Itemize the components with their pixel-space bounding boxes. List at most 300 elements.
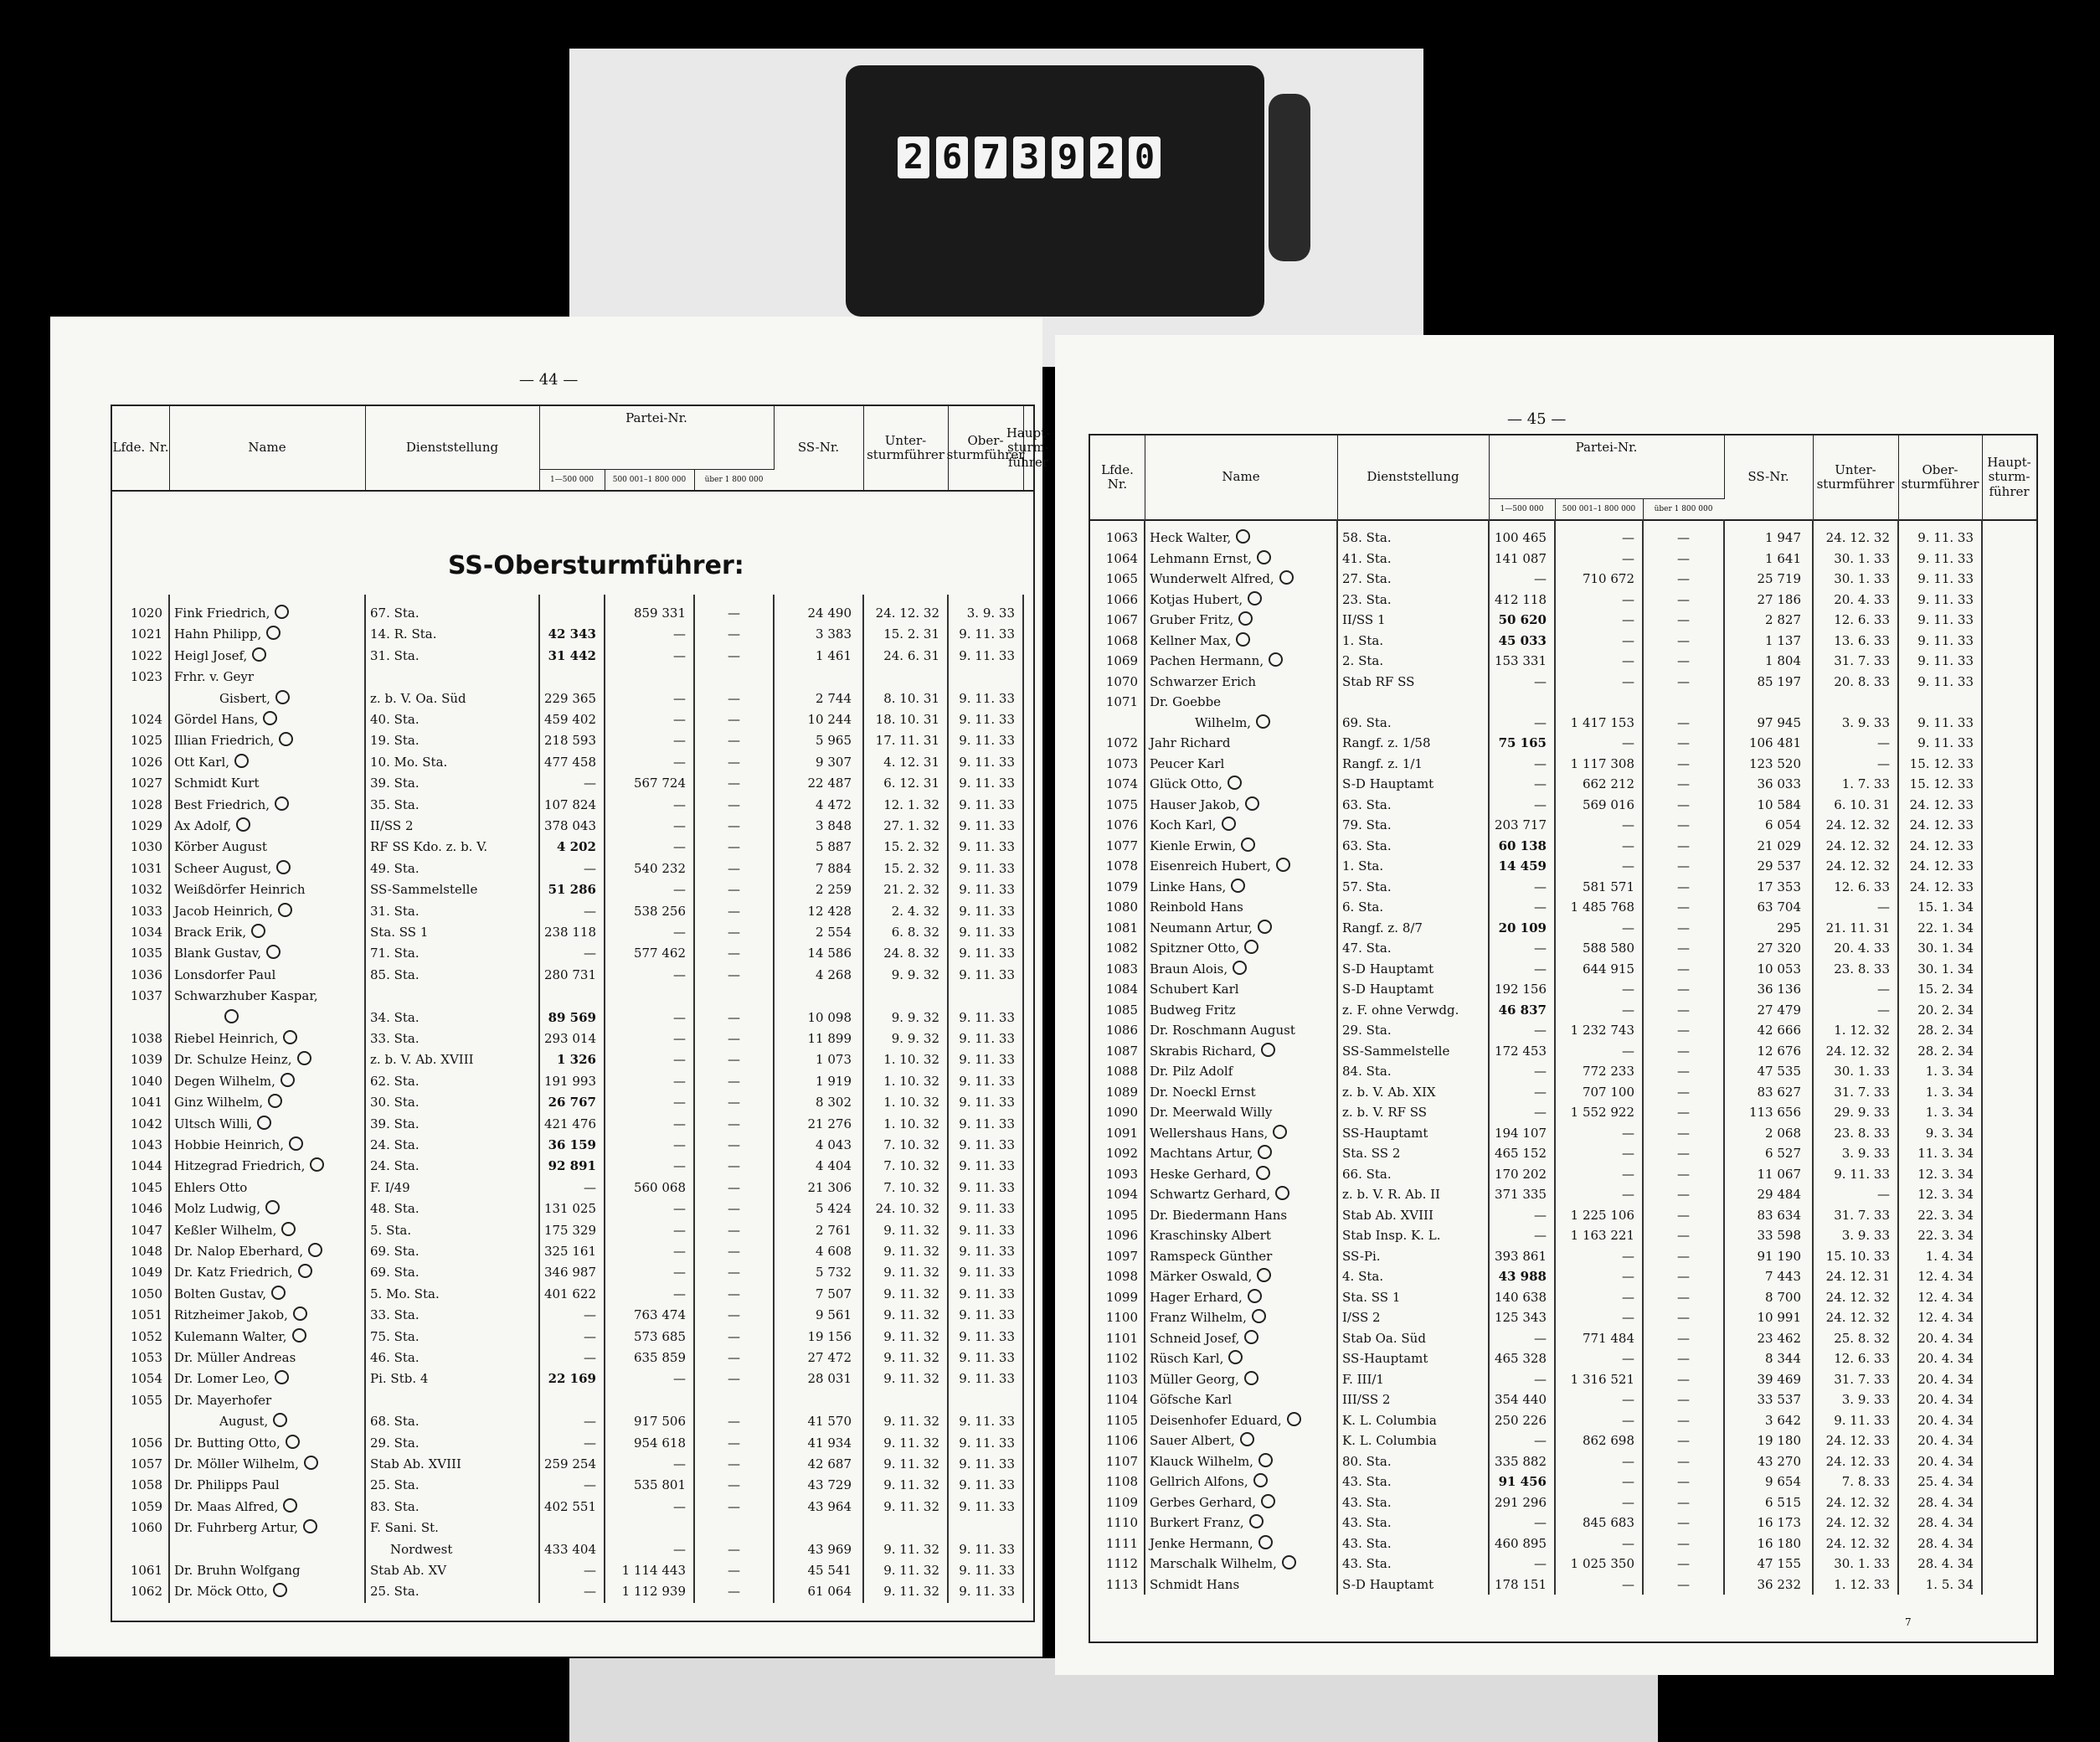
cell-p1: 153 331: [1494, 653, 1547, 668]
cell-nr: 1027: [130, 776, 162, 791]
cell-u: 30. 1. 33: [1834, 571, 1890, 586]
cell-name: [174, 646, 266, 666]
cell-ss: 24 490: [807, 606, 852, 621]
cell-p1: 4 202: [557, 839, 596, 855]
name-text: Neumann Artur,: [1150, 920, 1253, 935]
cell-dienst: 10. Mo. Sta.: [370, 754, 448, 770]
cell-p3: —: [1677, 899, 1690, 915]
cell-dienst: 2. Sta.: [1342, 653, 1384, 668]
cell-p1: 42 343: [548, 626, 596, 642]
cell-dienst: 43. Sta.: [1342, 1556, 1392, 1571]
cell-p2: —: [1622, 1166, 1634, 1182]
cell-o: 9. 11. 33: [1917, 653, 1974, 668]
table-row: [1090, 815, 2036, 836]
circle-mark: [1233, 961, 1247, 975]
cell-name: [174, 986, 318, 1006]
cell-u: 3. 9. 33: [1841, 1228, 1890, 1243]
table-row: [1090, 1492, 2036, 1513]
cell-p3: —: [728, 1031, 740, 1046]
cell-o: 24. 12. 33: [1909, 879, 1974, 894]
cell-p1: —: [584, 1307, 596, 1323]
cell-nr: 1046: [130, 1201, 162, 1217]
table-row: [1090, 1020, 2036, 1041]
cell-p3: —: [728, 712, 740, 727]
cell-ss: 42 687: [807, 1456, 852, 1471]
circle-mark: [298, 1264, 312, 1278]
cell-p2: —: [1622, 530, 1634, 545]
cell-o: 20. 4. 34: [1917, 1453, 1974, 1469]
cell-p1: 280 731: [543, 966, 596, 982]
cell-dienst: 66. Sta.: [1342, 1166, 1392, 1182]
name-text: Gerbes Gerhard,: [1150, 1494, 1257, 1510]
name-text: Braun Alois,: [1150, 961, 1228, 977]
cell-ss: 43 964: [807, 1498, 852, 1514]
cell-u: 30. 1. 33: [1834, 1556, 1890, 1571]
cell-p1: —: [1534, 1207, 1547, 1223]
table-row: [112, 752, 1033, 773]
cell-nr: 1024: [130, 712, 162, 727]
name-text: Dr. Müller Andreas: [174, 1350, 296, 1365]
partei-subheader: [1489, 498, 1724, 519]
header-haupt: Haupt- sturm- führer: [1987, 455, 2031, 499]
circle-mark: [292, 1328, 306, 1343]
cell-nr: 1086: [1105, 1023, 1138, 1038]
cell-name: [1150, 979, 1239, 999]
circle-mark: [1257, 550, 1271, 564]
name-text: Peucer Karl: [1150, 755, 1225, 771]
cell-nr: 1042: [130, 1116, 162, 1131]
cell-u: 9. 11. 32: [883, 1541, 939, 1557]
cell-u: 1. 12. 32: [1834, 1023, 1890, 1038]
cell-p1: 89 569: [548, 1009, 596, 1025]
table-row: [1090, 1164, 2036, 1185]
cell-name: [1150, 1020, 1295, 1040]
name-text: Dr. Möck Otto,: [174, 1584, 268, 1600]
cell-dienst: 24. Sta.: [370, 1158, 419, 1174]
cell-name: [174, 709, 277, 729]
cell-p2: 1 485 768: [1570, 899, 1634, 915]
cell-p2: —: [673, 882, 686, 898]
cell-p1: 140 638: [1494, 1289, 1547, 1305]
cell-name: [1150, 1430, 1254, 1451]
table-row: [112, 1028, 1033, 1049]
table-row: [112, 1368, 1033, 1389]
cell-p3: —: [1677, 941, 1690, 956]
cell-dienst: K. L. Columbia: [1342, 1433, 1437, 1448]
cell-name: [174, 1114, 271, 1134]
footnote: 7: [1905, 1616, 1912, 1628]
cell-p3: —: [728, 839, 740, 855]
cell-o: 22. 3. 34: [1917, 1207, 1974, 1223]
name-text: Glück Otto,: [1150, 776, 1222, 791]
cell-name: [174, 1178, 247, 1198]
right-page: [1055, 335, 2054, 1675]
cell-u: —: [1877, 735, 1890, 750]
cell-p3: —: [728, 1563, 740, 1578]
cell-dienst: 14. R. Sta.: [370, 626, 437, 642]
cell-ss: 10 053: [1757, 961, 1801, 977]
table-row: [112, 1262, 1033, 1283]
cell-p2: 710 672: [1582, 571, 1634, 586]
cell-nr: 1098: [1105, 1269, 1138, 1284]
cell-p1: —: [584, 1328, 596, 1344]
cell-nr: 1096: [1105, 1228, 1138, 1243]
cell-u: 9. 11. 32: [883, 1477, 939, 1493]
cell-nr: 1083: [1105, 961, 1138, 977]
cell-p1: 477 458: [543, 754, 596, 770]
cell-p2: 635 859: [633, 1350, 686, 1365]
cell-p1: —: [584, 903, 596, 919]
name-text: Schubert Karl: [1150, 982, 1239, 997]
partei-range: über 1 800 000: [1654, 505, 1713, 513]
cell-p1: —: [1534, 714, 1547, 730]
name-text: Ehlers Otto: [174, 1179, 248, 1195]
cell-u: 31. 7. 33: [1834, 1084, 1890, 1100]
cell-p2: 581 571: [1582, 879, 1634, 894]
cell-p1: 194 107: [1494, 1125, 1547, 1141]
cell-name: [1150, 754, 1224, 774]
cell-o: 28. 4. 34: [1917, 1556, 1974, 1571]
cell-p1: 203 717: [1494, 817, 1547, 832]
circle-mark: [1275, 1186, 1289, 1200]
cell-p3: —: [728, 903, 740, 919]
cell-nr: 1040: [130, 1073, 162, 1089]
circle-mark: [1248, 1289, 1262, 1303]
cell-name: [174, 1581, 287, 1601]
cell-nr: 1089: [1105, 1084, 1138, 1100]
cell-o: 9. 11. 33: [959, 712, 1015, 727]
cell-p3: —: [1677, 1310, 1690, 1325]
name-text: Schwarzhuber Kaspar,: [174, 988, 318, 1004]
circle-mark: [1244, 1371, 1258, 1385]
cell-p3: —: [728, 882, 740, 898]
cell-p1: 125 343: [1494, 1310, 1547, 1325]
cell-ss: 4 268: [816, 966, 852, 982]
roster-table: [1089, 434, 2038, 1643]
cell-p2: 644 915: [1582, 961, 1634, 977]
cell-ss: 25 719: [1757, 571, 1801, 586]
cell-ss: 295: [1777, 920, 1801, 935]
name-text: Dr. Fuhrberg Artur,: [174, 1520, 298, 1536]
cell-p2: —: [1622, 1392, 1634, 1407]
cell-nr: 1077: [1105, 838, 1138, 853]
cell-name: [1150, 528, 1250, 548]
cell-u: 1. 10. 32: [883, 1116, 939, 1131]
cell-dienst: 34. Sta.: [370, 1009, 419, 1025]
cell-ss: 4 404: [816, 1158, 852, 1174]
cell-p2: 588 580: [1582, 941, 1634, 956]
cell-u: 24. 12. 32: [1825, 838, 1890, 853]
cell-name: [174, 879, 306, 899]
cell-u: 7. 10. 32: [883, 1158, 939, 1174]
cell-name: [174, 773, 260, 793]
cell-ss: 19 180: [1757, 1433, 1801, 1448]
counter-digit: 9: [1052, 137, 1083, 178]
cell-p3: —: [728, 1286, 740, 1301]
cell-name: [1150, 1123, 1287, 1143]
circle-mark: [283, 1030, 297, 1044]
cell-dienst: 69. Sta.: [1342, 714, 1392, 730]
table-row: [1090, 713, 2036, 734]
partei-range: über 1 800 000: [704, 476, 764, 484]
cell-u: 6. 12. 31: [883, 776, 939, 791]
table-row: [1090, 856, 2036, 877]
name-text: Heske Gerhard,: [1150, 1166, 1251, 1182]
cell-p1: —: [584, 1414, 596, 1430]
cell-p2: 771 484: [1582, 1330, 1634, 1346]
cell-dienst: 84. Sta.: [1342, 1064, 1392, 1079]
circle-mark: [276, 860, 291, 874]
name-text: Schneid Josef,: [1150, 1330, 1240, 1346]
cell-dienst: 39. Sta.: [370, 1116, 419, 1131]
name-text: Jacob Heinrich,: [174, 903, 273, 919]
cell-ss: 29 537: [1757, 858, 1801, 874]
cell-o: 9. 11. 33: [959, 818, 1015, 833]
cell-ss: 5 424: [816, 1201, 852, 1217]
cell-nr: 1064: [1105, 550, 1138, 566]
circle-mark: [283, 1498, 297, 1513]
table-row: [112, 986, 1033, 1007]
name-text: Dr. Mayerhofer: [174, 1392, 272, 1408]
cell-name: [1150, 590, 1262, 610]
name-text: Marschalk Wilhelm,: [1150, 1556, 1277, 1571]
cell-dienst: z. F. ohne Verwdg.: [1342, 1002, 1459, 1018]
table-row: [112, 1390, 1033, 1411]
cell-ss: 113 656: [1748, 1105, 1801, 1120]
cell-o: 9. 11. 33: [959, 1179, 1015, 1195]
cell-p1: —: [1534, 1371, 1547, 1387]
cell-o: 9. 11. 33: [959, 860, 1015, 876]
cell-name: [1150, 569, 1294, 589]
name-text: Budweg Fritz: [1150, 1002, 1236, 1018]
cell-p3: —: [1677, 673, 1690, 689]
cell-p3: —: [728, 796, 740, 812]
cell-name: [174, 1348, 296, 1368]
cell-p1: 401 622: [543, 1286, 596, 1301]
cell-nr: 1104: [1105, 1392, 1138, 1407]
cell-p1: 412 118: [1494, 591, 1547, 607]
cell-name: [174, 667, 254, 687]
cell-name: [1150, 610, 1253, 630]
cell-ss: 1 919: [816, 1073, 852, 1089]
cell-p2: —: [673, 1052, 686, 1068]
name-text: Blank Gustav,: [174, 946, 262, 961]
partei-range: 500 001–1 800 000: [605, 470, 695, 490]
cell-u: 6. 8. 32: [891, 925, 939, 940]
cell-ss: 1 804: [1765, 653, 1801, 668]
cell-u: 24. 12. 32: [1825, 1515, 1890, 1530]
cell-name: [1150, 897, 1243, 917]
cell-ss: 12 676: [1757, 1043, 1801, 1059]
cell-name: [219, 1411, 287, 1431]
cell-ss: 43 270: [1757, 1453, 1801, 1469]
cell-p3: —: [1677, 1084, 1690, 1100]
name-text: Kienle Erwin,: [1150, 838, 1237, 853]
name-text: Dr. Möller Wilhelm,: [174, 1456, 299, 1471]
cell-p2: —: [673, 818, 686, 833]
cell-p2: —: [1622, 1535, 1634, 1551]
table-row: [112, 858, 1033, 879]
cell-p3: —: [1677, 838, 1690, 853]
cell-p2: 1 316 521: [1570, 1371, 1634, 1387]
cell-name: [1150, 1225, 1271, 1245]
cell-p3: —: [1677, 1064, 1690, 1079]
table-row: [1090, 651, 2036, 672]
table-row: [112, 773, 1033, 794]
cell-nr: 1097: [1105, 1248, 1138, 1264]
cell-u: 24. 12. 32: [1825, 1535, 1890, 1551]
cell-u: 4. 12. 31: [883, 754, 939, 770]
cell-o: 1. 3. 34: [1925, 1105, 1974, 1120]
header-lfd: Lfde. Nr.: [1090, 436, 1145, 519]
circle-mark: [1287, 1412, 1301, 1426]
table-row: [1090, 1513, 2036, 1533]
cell-nr: 1063: [1105, 530, 1138, 545]
circle-mark: [236, 817, 250, 832]
cell-p1: 218 593: [543, 733, 596, 749]
circle-mark: [289, 1136, 303, 1151]
cell-u: 31. 7. 33: [1834, 1207, 1890, 1223]
table-row: [112, 1454, 1033, 1475]
cell-u: 7. 10. 32: [883, 1137, 939, 1152]
cell-u: 6. 10. 31: [1834, 796, 1890, 812]
cell-p1: 100 465: [1494, 530, 1547, 545]
cell-p2: —: [673, 1201, 686, 1217]
cell-o: 9. 11. 33: [959, 1350, 1015, 1365]
cell-nr: 1068: [1105, 632, 1138, 648]
cell-p3: —: [1677, 1535, 1690, 1551]
cell-p1: 45 033: [1498, 632, 1547, 648]
cell-o: 28. 2. 34: [1917, 1023, 1974, 1038]
name-text: Dr. Biedermann Hans: [1150, 1207, 1288, 1223]
cell-ss: 97 945: [1757, 714, 1801, 730]
table-row: [112, 667, 1033, 688]
table-row: [112, 1178, 1033, 1198]
table-header: [1090, 436, 2036, 521]
cell-o: 9. 11. 33: [959, 1095, 1015, 1111]
circle-mark: [1258, 1453, 1273, 1467]
cell-dienst: 69. Sta.: [370, 1265, 419, 1281]
cell-ss: 83 627: [1757, 1084, 1801, 1100]
cell-p1: —: [584, 1350, 596, 1365]
cell-o: 9. 11. 33: [959, 1328, 1015, 1344]
name-text: August,: [219, 1414, 269, 1430]
name-text: Linke Hans,: [1150, 879, 1227, 894]
cell-dienst: Stab RF SS: [1342, 673, 1415, 689]
cell-ss: 8 302: [816, 1095, 852, 1111]
cell-ss: 14 586: [807, 946, 852, 961]
name-text: Gisbert,: [219, 690, 270, 706]
cell-nr: 1102: [1105, 1351, 1138, 1366]
circle-mark: [1261, 1494, 1275, 1508]
cell-p2: 662 212: [1582, 776, 1634, 791]
cell-o: 20. 4. 34: [1917, 1330, 1974, 1346]
cell-ss: 39 469: [1757, 1371, 1801, 1387]
cell-p1: 238 118: [543, 925, 596, 940]
table-row: [1090, 959, 2036, 980]
cell-p3: —: [728, 1116, 740, 1131]
cell-u: 15. 2. 32: [883, 839, 939, 855]
cell-name: [174, 1433, 300, 1453]
table-row: [1090, 1533, 2036, 1554]
cell-nr: 1058: [130, 1477, 162, 1493]
cell-u: 24. 12. 32: [1825, 817, 1890, 832]
cell-u: —: [1877, 1002, 1890, 1018]
cell-p2: —: [1622, 858, 1634, 874]
cell-p2: —: [673, 1009, 686, 1025]
cell-p1: 92 891: [548, 1158, 596, 1174]
table-row: [1090, 631, 2036, 652]
cell-u: —: [1877, 1187, 1890, 1202]
cell-o: 12. 4. 34: [1917, 1310, 1974, 1325]
cell-name: [1150, 836, 1255, 856]
cell-ss: 27 472: [807, 1350, 852, 1365]
cell-p3: —: [1677, 755, 1690, 771]
table-row: [112, 1220, 1033, 1241]
cell-o: 9. 3. 34: [1925, 1125, 1974, 1141]
cell-name: [1150, 692, 1221, 712]
table-row: [112, 624, 1033, 645]
table-row: [112, 646, 1033, 667]
cell-u: 15. 10. 33: [1825, 1248, 1890, 1264]
cell-o: 12. 4. 34: [1917, 1269, 1974, 1284]
cell-p3: —: [728, 606, 740, 621]
cell-dienst: 49. Sta.: [370, 860, 419, 876]
circle-mark: [304, 1456, 318, 1470]
cell-p2: —: [673, 647, 686, 663]
cell-name: [174, 1284, 286, 1304]
cell-nr: 1029: [130, 818, 162, 833]
name-text: Burkert Franz,: [1150, 1515, 1244, 1530]
cell-dienst: Stab Oa. Süd: [1342, 1330, 1426, 1346]
circle-mark: [293, 1306, 307, 1321]
cell-nr: 1054: [130, 1371, 162, 1387]
cell-p2: —: [673, 1222, 686, 1238]
table-row: [1090, 1471, 2036, 1492]
cell-u: 9. 11. 32: [883, 1328, 939, 1344]
table-row: [1090, 774, 2036, 795]
cell-p1: —: [1534, 571, 1547, 586]
cell-p2: 1 117 308: [1570, 755, 1634, 771]
cell-dienst: Pi. Stb. 4: [370, 1371, 429, 1387]
name-text: Gruber Fritz,: [1150, 612, 1234, 627]
cell-p3: —: [1677, 776, 1690, 791]
cell-dienst: SS-Pi.: [1342, 1248, 1381, 1264]
circle-mark: [1241, 838, 1255, 852]
cell-o: 20. 2. 34: [1917, 1002, 1974, 1018]
cell-o: 28. 4. 34: [1917, 1515, 1974, 1530]
cell-u: 24. 12. 32: [875, 606, 939, 621]
header-ss: SS-Nr.: [774, 406, 864, 490]
cell-name: [174, 1028, 297, 1049]
circle-mark: [251, 924, 265, 938]
name-text: Heigl Josef,: [174, 647, 248, 663]
cell-name: [1150, 549, 1271, 569]
cell-name: [1150, 1328, 1258, 1348]
name-text: Hager Erhard,: [1150, 1289, 1243, 1305]
table-row: [1090, 1307, 2036, 1328]
cell-o: 11. 3. 34: [1917, 1146, 1974, 1161]
cell-p2: —: [673, 1031, 686, 1046]
cell-p3: —: [1677, 1289, 1690, 1305]
cell-ss: 61 064: [807, 1584, 852, 1600]
cell-ss: 47 155: [1757, 1556, 1801, 1571]
cell-p3: —: [1677, 1023, 1690, 1038]
cell-p3: —: [1677, 1412, 1690, 1428]
cell-o: 9. 11. 33: [959, 1286, 1015, 1301]
cell-p1: 371 335: [1494, 1187, 1547, 1202]
cell-name: [174, 730, 293, 750]
